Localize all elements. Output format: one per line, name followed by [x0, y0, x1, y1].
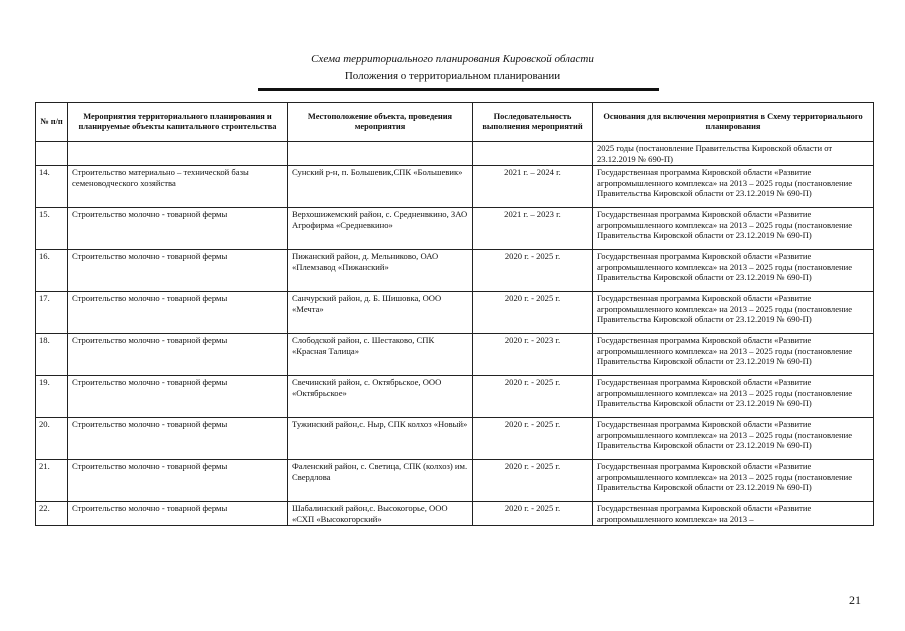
cell-number: 18.	[36, 334, 68, 376]
cell-event: Строительство молочно - товарной фермы	[68, 376, 288, 418]
col-header-location: Местоположение объекта, проведения мероприятия	[288, 103, 473, 142]
cell-basis: Государственная программа Кировской области «Развитие агропромышленного комплекса» на 2013 – 2025 годы (постановление Правительства Кировской области от 23.12.2019 № 690-П)	[593, 460, 874, 502]
cell-location: Сунский р-н, п. Большевик,СПК «Большевик»	[288, 166, 473, 208]
cell-basis: Государственная программа Кировской области «Развитие агропромышленного комплекса» на 2013 – 2025 годы (постановление Правительства Кировской области от 23.12.2019 № 690-П)	[593, 292, 874, 334]
cell-event: Строительство молочно - товарной фермы	[68, 208, 288, 250]
cell-number: 21.	[36, 460, 68, 502]
col-header-period: Последовательность выполнения мероприятий	[473, 103, 593, 142]
cell-period	[473, 142, 593, 166]
cell-basis: Государственная программа Кировской области «Развитие агропромышленного комплекса» на 2013 – 2025 годы (постановление Правительства Кировской области от 23.12.2019 № 690-П)	[593, 208, 874, 250]
table-row	[36, 502, 874, 526]
cell-location: Верхошижемский район, с. Средненвкино, ЗАО Агрофирма «Средневкино»	[288, 208, 473, 250]
cell-event: Строительство материально – технической базы семеноводческого хозяйства	[68, 166, 288, 208]
table-header-row	[36, 103, 874, 142]
cell-location: Слободской район, с. Шестаково, СПК «Красная Талица»	[288, 334, 473, 376]
cell-event: Строительство молочно - товарной фермы	[68, 334, 288, 376]
table-row	[36, 250, 874, 292]
cell-period: 2020 г. - 2025 г.	[473, 460, 593, 502]
cell-location: Тужинский район,с. Ныр, СПК колхоз «Новый»	[288, 418, 473, 460]
cell-basis: Государственная программа Кировской области «Развитие агропромышленного комплекса» на 2013 – 2025 годы (постановление Правительства Кировской области от 23.12.2019 № 690-П)	[593, 334, 874, 376]
cell-location: Пижанский район, д. Мельниково, ОАО «Племзавод «Пижанский»	[288, 250, 473, 292]
cell-number: 16.	[36, 250, 68, 292]
table-row	[36, 460, 874, 502]
table-row	[36, 334, 874, 376]
page-number: 21	[849, 593, 861, 607]
cell-basis: Государственная программа Кировской области «Развитие агропромышленного комплекса» на 2013 – 2025 годы (постановление Правительства Кировской области от 23.12.2019 № 690-П)	[593, 418, 874, 460]
cell-number: 14.	[36, 166, 68, 208]
table-row	[36, 418, 874, 460]
col-header-event: Мероприятия территориального планирования и планируемые объекты капитального строительства	[68, 103, 288, 142]
cell-basis: Государственная программа Кировской области «Развитие агропромышленного комплекса» на 2013 – 2025 годы (постановление Правительства Кировской области от 23.12.2019 № 690-П)	[593, 250, 874, 292]
cell-location	[288, 142, 473, 166]
cell-number: 15.	[36, 208, 68, 250]
table-row	[36, 142, 874, 166]
cell-basis: 2025 годы (постановление Правительства Кировской области от 23.12.2019 № 690-П)	[593, 142, 874, 166]
cell-period: 2020 г. - 2025 г.	[473, 418, 593, 460]
cell-period: 2020 г. - 2023 г.	[473, 334, 593, 376]
table-row	[36, 208, 874, 250]
cell-number: 20.	[36, 418, 68, 460]
cell-event: Строительство молочно - товарной фермы	[68, 418, 288, 460]
cell-event: Строительство молочно - товарной фермы	[68, 460, 288, 502]
cell-basis: Государственная программа Кировской области «Развитие агропромышленного комплекса» на 2013 – 2025 годы (постановление Правительства Кировской области от 23.12.2019 № 690-П)	[593, 166, 874, 208]
cell-location: Шабалинский район,с. Высокогорье, ООО «СХП «Высокогорский»	[288, 502, 473, 526]
cell-basis: Государственная программа Кировской области «Развитие агропромышленного комплекса» на 2013 –	[593, 502, 874, 526]
cell-period: 2020 г. - 2025 г.	[473, 250, 593, 292]
planning-table	[35, 102, 874, 526]
cell-number	[36, 142, 68, 166]
table-row	[36, 376, 874, 418]
cell-event: Строительство молочно - товарной фермы	[68, 292, 288, 334]
table-row	[36, 292, 874, 334]
cell-event: Строительство молочно - товарной фермы	[68, 250, 288, 292]
cell-number: 22.	[36, 502, 68, 526]
cell-number: 17.	[36, 292, 68, 334]
cell-event: Строительство молочно - товарной фермы	[68, 502, 288, 526]
cell-period: 2020 г. - 2025 г.	[473, 502, 593, 526]
header-rule	[258, 88, 659, 91]
cell-period: 2021 г. – 2023 г.	[473, 208, 593, 250]
cell-location: Свечинский район, с. Октябрьское, ООО «Октябрьское»	[288, 376, 473, 418]
col-header-number: № п/п	[36, 103, 68, 142]
document-title: Схема территориального планирования Кировской области	[311, 53, 594, 65]
cell-period: 2021 г. – 2024 г.	[473, 166, 593, 208]
cell-event	[68, 142, 288, 166]
document-subtitle: Положения о территориальном планировании	[344, 70, 561, 82]
table-row	[36, 166, 874, 208]
cell-location: Санчурский район, д. Б. Шишовка, ООО «Мечта»	[288, 292, 473, 334]
col-header-basis: Основания для включения мероприятия в Схему территориального планирования	[593, 103, 874, 142]
cell-number: 19.	[36, 376, 68, 418]
cell-period: 2020 г. - 2025 г.	[473, 376, 593, 418]
cell-period: 2020 г. - 2025 г.	[473, 292, 593, 334]
cell-location: Фаленский район, с. Светица, СПК (колхоз) им. Свердлова	[288, 460, 473, 502]
cell-basis: Государственная программа Кировской области «Развитие агропромышленного комплекса» на 2013 – 2025 годы (постановление Правительства Кировской области от 23.12.2019 № 690-П)	[593, 376, 874, 418]
